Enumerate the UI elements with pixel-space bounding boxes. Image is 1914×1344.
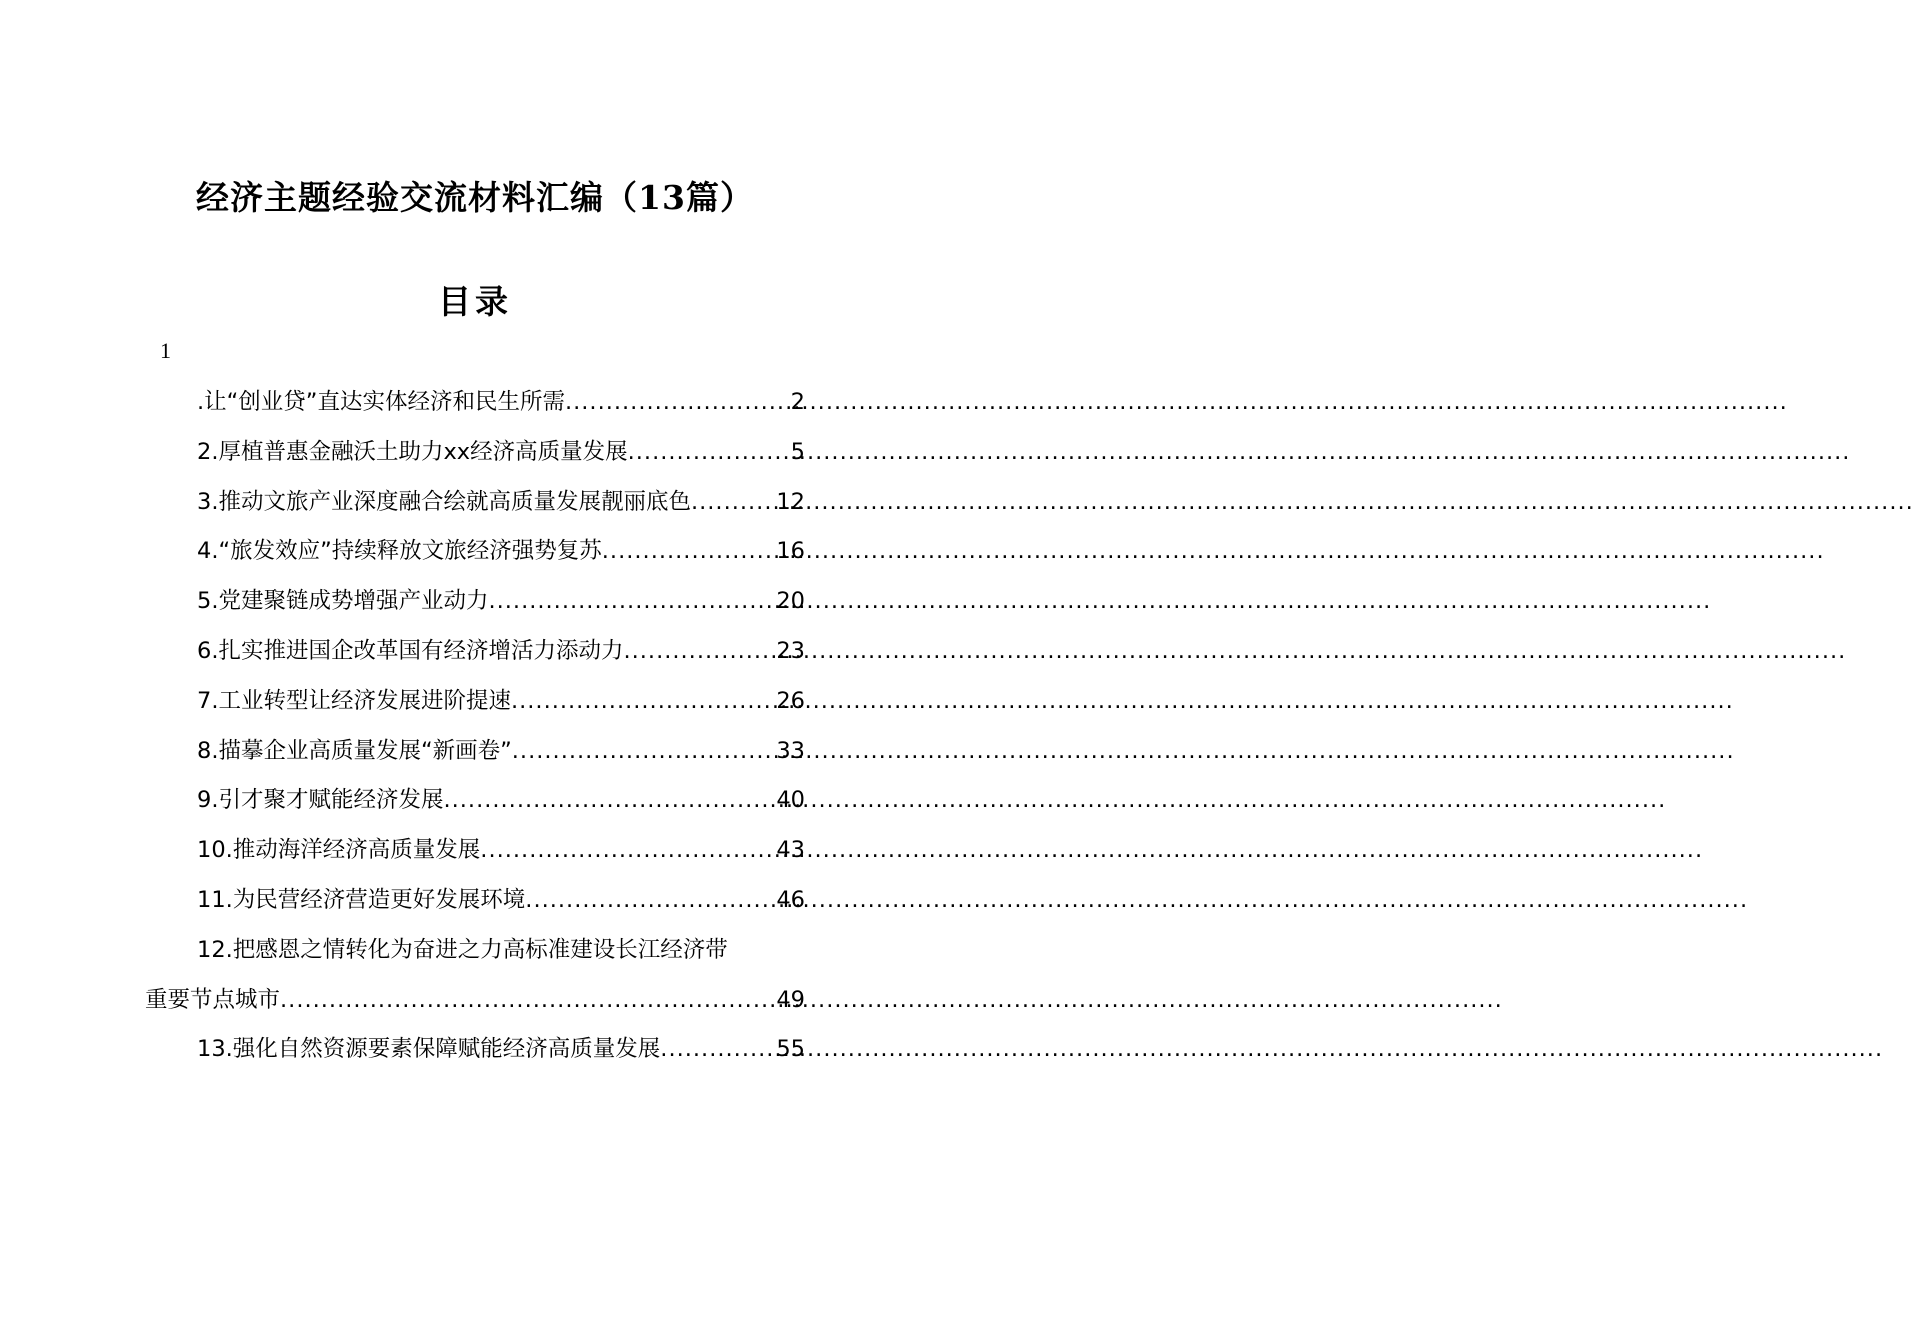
toc-dot-leader [512, 727, 777, 777]
toc-entry-5[interactable] [145, 577, 805, 627]
toc-page-number: 20 [776, 588, 805, 615]
toc-entry-9[interactable] [145, 776, 805, 826]
document-page [0, 0, 950, 1344]
toc-entry-title: 13.强化自然资源要素保障赋能经济高质量发展 [197, 1036, 661, 1063]
toc-dot-leader [443, 776, 776, 826]
toc-entry-title: 2.厚植普惠金融沃土助力xx经济高质量发展 [197, 438, 628, 465]
toc-entry-title: 4.“旅发效应”持续释放文旅经济强势复苏 [197, 538, 602, 565]
toc-dot-leader [691, 478, 776, 528]
toc-entry-3[interactable] [145, 478, 805, 528]
toc-entry-title-continued: 重要节点城市 [145, 986, 281, 1013]
toc-entry-title: .让“创业贷”直达实体经济和民生所需 [197, 389, 565, 415]
toc-dot-leader [525, 876, 776, 926]
stray-number: 1 [160, 338, 171, 363]
toc-dot-leader [660, 1025, 776, 1075]
toc-page-number: 55 [776, 1036, 805, 1063]
toc-entry-title: 5.党建聚链成势增强产业动力 [197, 588, 489, 615]
toc-entry-6[interactable] [145, 627, 805, 677]
toc-dot-leader [511, 677, 776, 727]
toc-entry-12[interactable] [145, 926, 805, 1026]
toc-dot-leader [628, 428, 791, 478]
toc-page-number: 40 [776, 787, 805, 814]
toc-page-number: 16 [776, 538, 805, 565]
toc-entry-title: 9.引才聚才赋能经济发展 [197, 787, 444, 814]
toc-page-number: 49 [776, 986, 805, 1013]
toc-entry-title: 3.推动文旅产业深度融合绘就高质量发展靓丽底色 [197, 488, 691, 515]
toc-entry-2[interactable] [145, 428, 805, 478]
toc-entry-10[interactable] [145, 826, 805, 876]
toc-entry-11[interactable] [145, 876, 805, 926]
toc-page-number: 43 [776, 837, 805, 864]
table-of-contents [145, 378, 805, 1075]
toc-entry-1[interactable] [145, 378, 805, 428]
toc-page-number: 2 [790, 389, 805, 415]
toc-entry-title: 7.工业转型让经济发展进阶提速 [197, 687, 511, 714]
toc-dot-leader [280, 976, 776, 1026]
toc-dot-leader [565, 378, 791, 428]
toc-page-number: 12 [776, 488, 805, 515]
toc-entry-8[interactable] [145, 727, 805, 777]
toc-dot-leader [623, 627, 776, 677]
toc-entry-title: 6.扎实推进国企改革国有经济增活力添动力 [197, 637, 624, 664]
toc-page-number: 26 [776, 687, 805, 714]
toc-entry-title: 11.为民营经济营造更好发展环境 [197, 886, 526, 913]
toc-heading: 目录 [438, 282, 512, 321]
toc-dot-leader [480, 826, 776, 876]
toc-dot-leader [488, 577, 776, 627]
toc-page-number: 23 [776, 637, 805, 664]
toc-page-number: 33 [776, 737, 805, 764]
toc-dot-leader [602, 527, 777, 577]
document-title: 经济主题经验交流材料汇编（13篇） [196, 178, 754, 217]
toc-entry-7[interactable] [145, 677, 805, 727]
toc-entry-title: 12.把感恩之情转化为奋进之力高标准建设长江经济带 [197, 936, 728, 963]
toc-entry-continuation [145, 976, 805, 1026]
toc-entry-title: 10.推动海洋经济高质量发展 [197, 837, 481, 864]
toc-entry-4[interactable] [145, 527, 805, 577]
toc-entry-13[interactable] [145, 1025, 805, 1075]
toc-entry-title: 8.描摹企业高质量发展“新画卷” [197, 737, 512, 764]
toc-page-number: 46 [776, 886, 805, 913]
toc-page-number: 5 [790, 438, 805, 465]
